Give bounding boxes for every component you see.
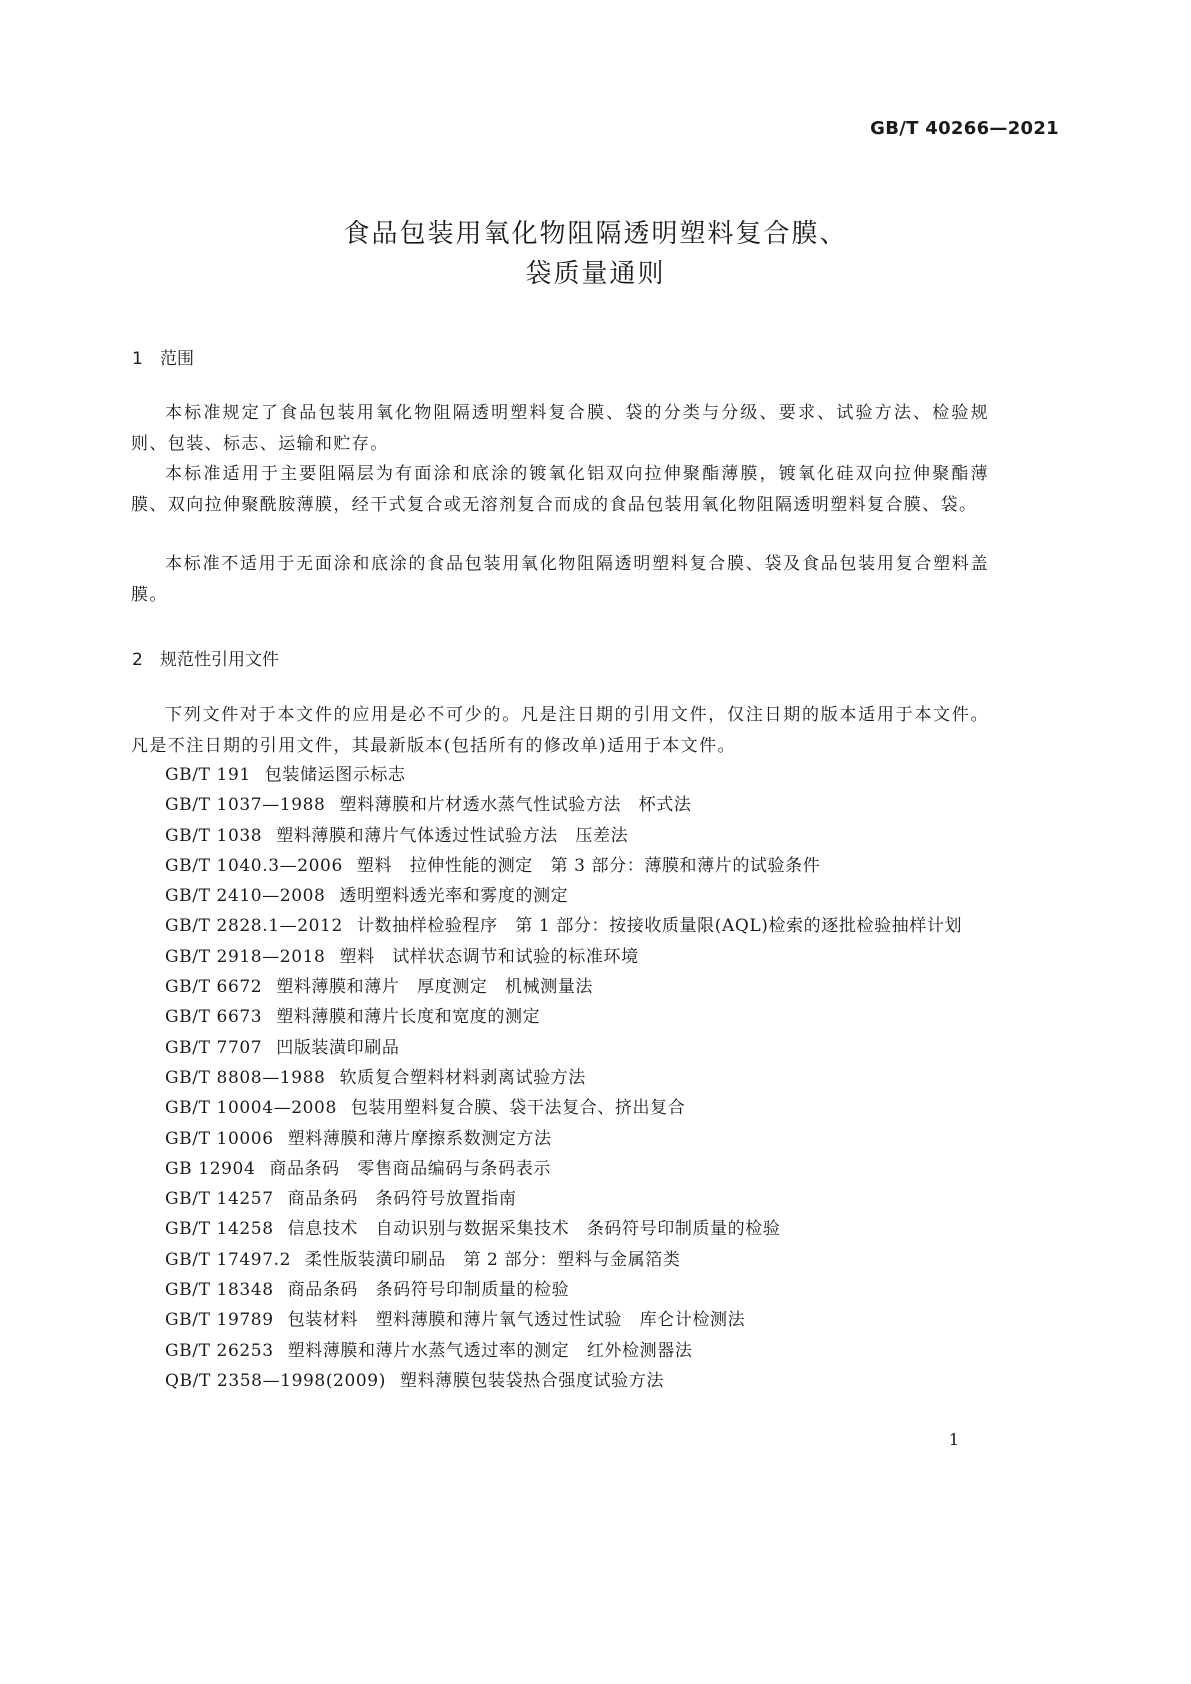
reference-title: 包装用塑料复合膜、袋干法复合、挤出复合: [350, 1098, 686, 1119]
reference-item: [131, 1305, 989, 1335]
reference-title: 塑料 试样状态调节和试验的标准环境: [339, 946, 639, 967]
reference-code: GB/T 1038: [165, 825, 263, 846]
reference-title: 塑料薄膜包装袋热合强度试验方法: [399, 1370, 664, 1391]
reference-item: [131, 1275, 989, 1305]
scope-paragraph: 本标准规定了食品包装用氧化物阻隔透明塑料复合膜、袋的分类与分级、要求、试验方法、检验规则、包装、标志、运输和贮存。: [131, 403, 989, 454]
reference-code: GB/T 7707: [165, 1037, 263, 1058]
reference-title: 塑料 拉伸性能的测定 第 3 部分：薄膜和薄片的试验条件: [356, 855, 821, 876]
reference-item: [131, 1184, 989, 1214]
reference-code: GB/T 2828.1—2012: [165, 916, 343, 937]
reference-title: 塑料薄膜和薄片 厚度测定 机械测量法: [276, 977, 594, 998]
reference-title: 商品条码 条码符号印制质量的检验: [287, 1280, 570, 1301]
reference-item: [131, 1366, 989, 1396]
reference-code: GB/T 14258: [165, 1219, 274, 1240]
reference-title: 包装储运图示标志: [264, 765, 406, 785]
reference-code: GB 12904: [165, 1158, 256, 1179]
reference-code: GB/T 10006: [165, 1128, 274, 1149]
reference-item: [131, 790, 989, 820]
page-number: 1: [948, 1430, 959, 1449]
reference-item: [131, 1154, 989, 1184]
reference-item: [131, 1002, 989, 1032]
section-1-title: 范围: [160, 349, 194, 369]
reference-item: [131, 760, 989, 790]
reference-list: [131, 760, 989, 1396]
reference-item: [131, 821, 989, 851]
reference-item: [131, 972, 989, 1002]
scope-paragraph: 本标准不适用于无面涂和底涂的食品包装用氧化物阻隔透明塑料复合膜、袋及食品包装用复合塑料盖膜。: [131, 554, 989, 605]
reference-title: 塑料薄膜和薄片水蒸气透过率的测定 红外检测器法: [287, 1340, 693, 1361]
section-2-title: 规范性引用文件: [160, 650, 279, 670]
reference-item: [131, 942, 989, 972]
reference-code: GB/T 1040.3—2006: [165, 855, 343, 876]
reference-item: [131, 911, 989, 941]
reference-item: [131, 1336, 989, 1366]
reference-title: 塑料薄膜和薄片气体透过性试验方法 压差法: [276, 825, 629, 846]
reference-title: 塑料薄膜和薄片长度和宽度的测定: [276, 1007, 541, 1028]
reference-code: GB/T 18348: [165, 1280, 274, 1301]
document-title-line-2: 袋质量通则: [525, 259, 666, 289]
reference-title: 柔性版装潢印刷品 第 2 部分：塑料与金属箔类: [305, 1249, 681, 1270]
document-title-line-1: 食品包装用氧化物阻隔透明塑料复合膜、: [343, 219, 848, 249]
reference-code: GB/T 191: [165, 765, 251, 785]
reference-code: GB/T 17497.2: [165, 1249, 292, 1270]
reference-code: GB/T 19789: [165, 1310, 274, 1331]
references-intro: 下列文件对于本文件的应用是必不可少的。凡是注日期的引用文件，仅注日期的版本适用于本文件。凡是不注日期的引用文件，其最新版本(包括所有的修改单)适用于本文件。: [131, 705, 989, 756]
section-1-number: 1: [132, 349, 143, 369]
reference-item: [131, 851, 989, 881]
reference-title: 软质复合塑料材料剥离试验方法: [339, 1067, 586, 1088]
section-2-heading: [132, 645, 279, 670]
scope-paragraph: 本标准适用于主要阻隔层为有面涂和底涂的镀氧化铝双向拉伸聚酯薄膜，镀氧化硅双向拉伸聚酯薄膜、双向拉伸聚酰胺薄膜，经干式复合或无溶剂复合而成的食品包装用氧化物阻隔透明塑料复合膜、袋。: [131, 464, 989, 515]
reference-item: [131, 1124, 989, 1154]
reference-code: GB/T 10004—2008: [165, 1098, 337, 1119]
reference-title: 商品条码 条码符号放置指南: [287, 1189, 517, 1210]
section-1-heading: [132, 344, 194, 369]
reference-title: 透明塑料透光率和雾度的测定: [339, 886, 569, 907]
reference-item: [131, 1214, 989, 1244]
reference-code: GB/T 14257: [165, 1189, 274, 1210]
reference-title: 凹版装潢印刷品: [276, 1037, 400, 1058]
reference-code: GB/T 1037—1988: [165, 795, 326, 816]
reference-title: 计数抽样检验程序 第 1 部分：按接收质量限(AQL)检索的逐批检验抽样计划: [356, 916, 963, 937]
reference-title: 商品条码 零售商品编码与条码表示: [269, 1158, 551, 1179]
reference-item: [131, 1093, 989, 1123]
reference-item: [131, 1033, 989, 1063]
reference-code: GB/T 6672: [165, 977, 263, 998]
reference-title: 塑料薄膜和片材透水蒸气性试验方法 杯式法: [339, 795, 692, 816]
reference-item: [131, 1245, 989, 1275]
section-2-number: 2: [132, 650, 143, 670]
reference-code: GB/T 8808—1988: [165, 1067, 326, 1088]
reference-code: GB/T 6673: [165, 1007, 263, 1028]
reference-title: 信息技术 自动识别与数据采集技术 条码符号印制质量的检验: [287, 1219, 781, 1240]
reference-title: 包装材料 塑料薄膜和薄片氧气透过性试验 库仑计检测法: [287, 1310, 746, 1331]
reference-item: [131, 1063, 989, 1093]
reference-item: [131, 881, 989, 911]
standard-code: GB/T 40266—2021: [870, 118, 1059, 139]
reference-code: QB/T 2358—1998(2009): [165, 1370, 386, 1391]
reference-code: GB/T 26253: [165, 1340, 274, 1361]
reference-code: GB/T 2410—2008: [165, 886, 326, 907]
reference-code: GB/T 2918—2018: [165, 946, 326, 967]
reference-title: 塑料薄膜和薄片摩擦系数测定方法: [287, 1128, 552, 1149]
